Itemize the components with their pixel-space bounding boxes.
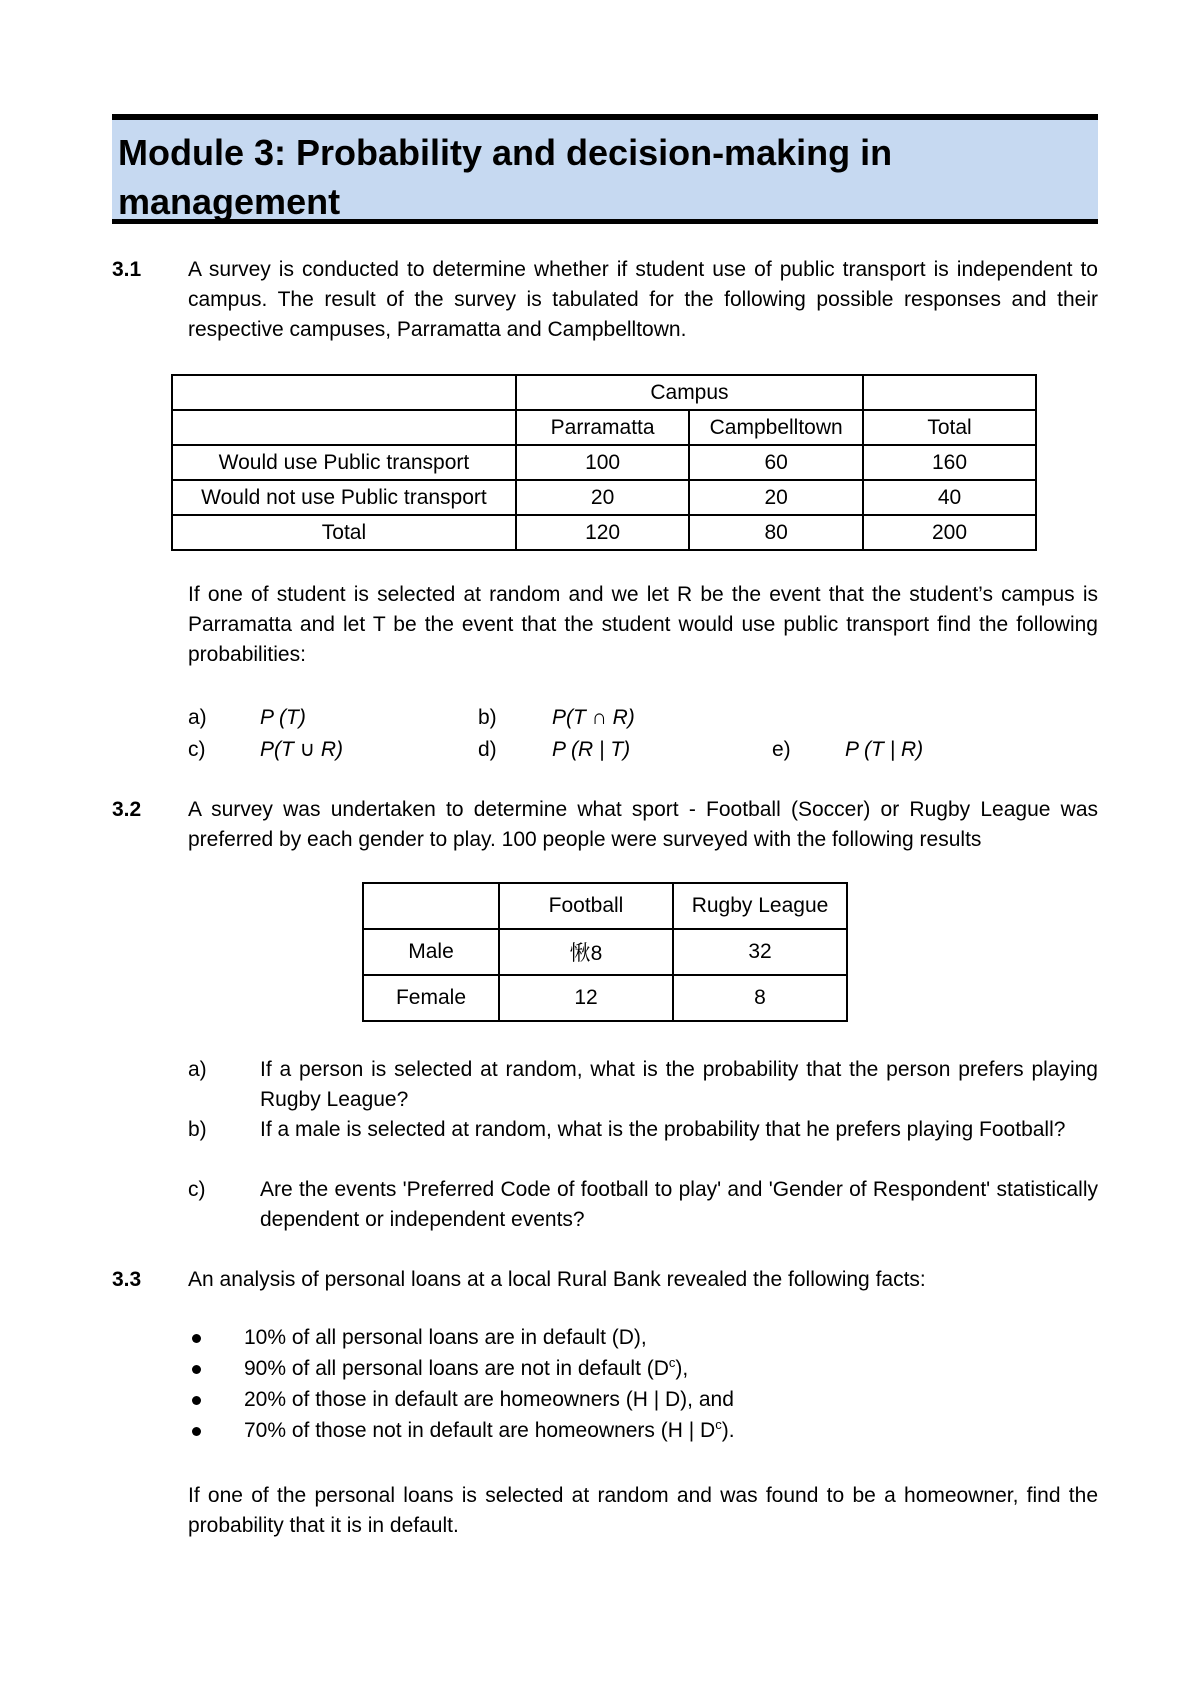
probability-expression: P(T ∩ R) — [552, 706, 635, 729]
probability-expression: P(T ∪ R) — [260, 738, 344, 761]
table-cell: 160 — [863, 445, 1036, 480]
table-header-blank — [863, 375, 1036, 410]
table-corner — [172, 410, 516, 445]
bullet-icon — [192, 1396, 201, 1405]
column-header: Total — [863, 410, 1036, 445]
question-part-text: If a male is selected at random, what is the probability that he prefers playing Football? — [260, 1118, 1066, 1141]
superscript: c — [668, 1355, 676, 1370]
table-row — [363, 975, 847, 1021]
column-header: Football — [499, 883, 673, 929]
column-header: Parramatta — [516, 410, 689, 445]
list-item-suffix: ). — [721, 1419, 735, 1442]
table-row — [172, 445, 1036, 480]
bullet-icon — [192, 1365, 201, 1374]
part-label: a) — [188, 706, 207, 729]
row-label: Would not use Public transport — [172, 480, 516, 515]
question-part-text: If a person is selected at random, what is the probability that the person prefers playing Rugby League? — [260, 1058, 1098, 1111]
table-group-header: Campus — [516, 375, 863, 410]
table-row — [363, 929, 847, 975]
row-label: Female — [363, 975, 499, 1021]
question-number: 3.2 — [112, 798, 142, 821]
part-label: d) — [478, 738, 497, 761]
table-cell: 40 — [863, 480, 1036, 515]
probability-expression: P (T) — [260, 706, 306, 729]
list-item-text: 20% of those in default are homeowners (H | D), and — [244, 1388, 734, 1411]
table-cell: 12 — [499, 975, 673, 1021]
row-label: Male — [363, 929, 499, 975]
table-row — [172, 515, 1036, 550]
list-item — [188, 1415, 735, 1446]
list-item-text: 70% of those not in default are homeowners (H | D — [244, 1419, 716, 1442]
part-label: a) — [188, 1058, 207, 1081]
module-heading — [112, 114, 1098, 224]
part-label: b) — [478, 706, 497, 729]
list-item-text: 10% of all personal loans are in default (D), — [244, 1326, 647, 1349]
table-cell: 100 — [516, 445, 689, 480]
list-item — [188, 1384, 735, 1415]
row-label: Would use Public transport — [172, 445, 516, 480]
table-row — [172, 480, 1036, 515]
table-cell: 8 — [673, 975, 847, 1021]
part-label: e) — [772, 738, 791, 761]
part-label: b) — [188, 1118, 207, 1141]
list-item — [188, 1322, 735, 1353]
table-cell: 60 — [689, 445, 863, 480]
bullet-icon — [192, 1427, 201, 1436]
question-number: 3.3 — [112, 1268, 142, 1291]
probability-expression: P (T | R) — [845, 738, 924, 761]
table-cell: 20 — [516, 480, 689, 515]
campus-transport-table — [171, 374, 1037, 551]
table-corner — [363, 883, 499, 929]
table-cell: 120 — [516, 515, 689, 550]
list-item-text: 90% of all personal loans are not in default (D — [244, 1357, 669, 1380]
column-header: Rugby League — [673, 883, 847, 929]
bullet-icon — [192, 1334, 201, 1343]
question-3-1-prompt: If one of student is selected at random and we let R be the event that the student’s campus is Parramatta and let T be the event that the student would use public transport find the following probabilities: — [188, 583, 1098, 666]
list-item-suffix: ), — [675, 1357, 689, 1380]
question-3-3-closing: If one of the personal loans is selected at random and was found to be a homeowner, find the probability that it is in default. — [188, 1484, 1098, 1537]
superscript: c — [715, 1417, 722, 1432]
table-corner — [172, 375, 516, 410]
question-3-3-intro: An analysis of personal loans at a local Rural Bank revealed the following facts: — [188, 1268, 926, 1291]
table-cell: 愀8 — [499, 929, 673, 975]
table-cell: 80 — [689, 515, 863, 550]
question-number: 3.1 — [112, 258, 142, 281]
question-3-1-intro: A survey is conducted to determine whether if student use of public transport is independent to campus. The result of the survey is tabulated for the following possible responses and their respective campuses, Parramatta and Campbelltown. — [188, 258, 1098, 341]
table-cell: 20 — [689, 480, 863, 515]
table-cell: 200 — [863, 515, 1036, 550]
part-label: c) — [188, 738, 206, 761]
question-part-text: Are the events 'Preferred Code of football to play' and 'Gender of Respondent' statistically dependent or independent events? — [260, 1178, 1098, 1231]
row-label: Total — [172, 515, 516, 550]
table-cell: 32 — [673, 929, 847, 975]
facts-list — [188, 1322, 735, 1446]
part-label: c) — [188, 1178, 206, 1201]
column-header: Campbelltown — [689, 410, 863, 445]
question-3-2-intro: A survey was undertaken to determine what sport - Football (Soccer) or Rugby League was preferred by each gender to play. 100 people were surveyed with the following results — [188, 798, 1098, 851]
module-title: Module 3: Probability and decision-making in management — [118, 132, 893, 222]
sport-preference-table — [362, 882, 848, 1022]
list-item — [188, 1353, 735, 1384]
probability-expression: P (R | T) — [552, 738, 631, 761]
